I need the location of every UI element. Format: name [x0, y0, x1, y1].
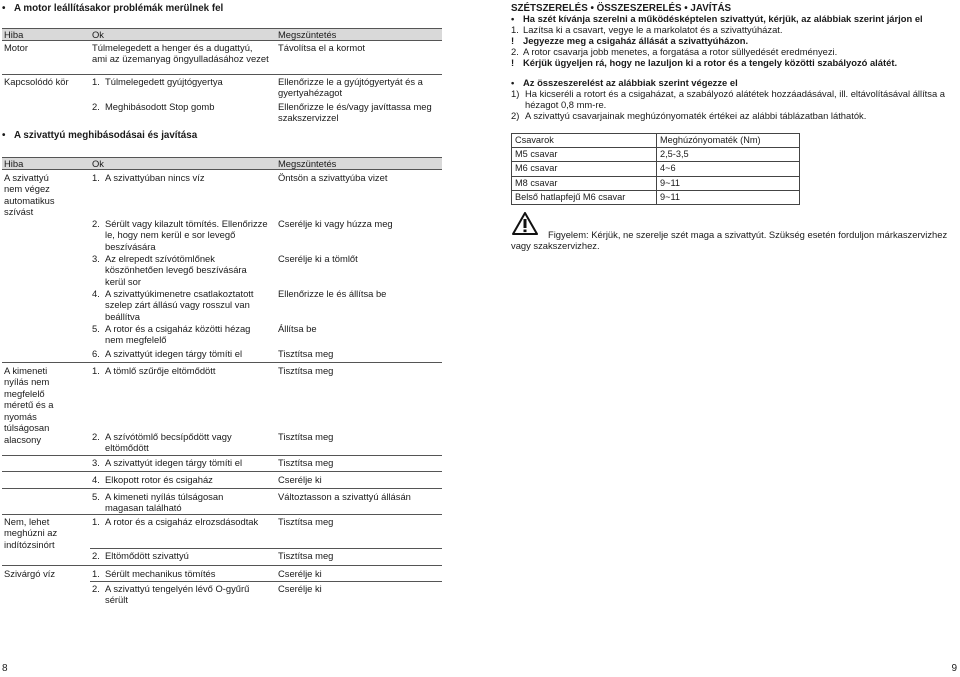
- remedy-cell: Öntsön a szivattyúba vizet: [278, 172, 388, 183]
- page-number-left: 8: [2, 663, 8, 674]
- cause-cell: Sérült vagy kilazult tömítés. Ellenőrizze le, hogy nem kerül e sor levegő beszívására: [105, 218, 268, 252]
- remedy-cell: Cserélje ki: [278, 474, 322, 485]
- table-cell: M5 csavar: [512, 148, 657, 162]
- table-row: [2, 550, 442, 563]
- step-number: 4.: [92, 288, 100, 299]
- step-number: 3.: [92, 457, 100, 468]
- table-row: [2, 218, 442, 252]
- table-cell: 2,5-3,5: [657, 148, 800, 162]
- step-number: 2.: [511, 46, 519, 57]
- disassembly-steps: [511, 24, 951, 68]
- cause-cell: Túlmelegedett gyújtógyertya: [105, 76, 223, 87]
- cause-cell: Túlmelegedett a henger és a dugattyú, ami az üzemanyag öngyulladásához vezet: [92, 42, 269, 65]
- remedy-cell: Ellenőrizze le és állítsa be: [278, 288, 387, 299]
- header-ok: Ok: [92, 29, 104, 40]
- step-number: 2.: [92, 550, 100, 561]
- fault-cell: Nem, lehet meghúzni az indítózsinórt: [4, 516, 58, 550]
- header-hiba: Hiba: [4, 29, 24, 40]
- remedy-cell: Tisztítsa meg: [278, 457, 334, 468]
- cause-cell: A rotor és a csigaház elrozsdásodtak: [105, 516, 259, 527]
- step-number: 2.: [92, 218, 100, 229]
- bullet-icon: •: [511, 77, 515, 88]
- intro-line: [511, 13, 923, 24]
- cause-cell: A szivattyú tengelyén lévő O-gyűrű sérült: [105, 583, 250, 606]
- step-number: 3.: [92, 253, 100, 264]
- fault-cell: Motor: [4, 42, 28, 53]
- bullet-icon: •: [511, 13, 515, 24]
- table-header: [512, 134, 800, 148]
- table-row: [2, 431, 442, 455]
- remedy-cell: Tisztítsa meg: [278, 516, 334, 527]
- cause-cell: Meghibásodott Stop gomb: [105, 101, 215, 112]
- remedy-cell: Távolítsa el a kormot: [278, 42, 366, 53]
- section-motor-heading: [2, 3, 223, 15]
- cause-cell: Sérült mechanikus tömítés: [105, 568, 216, 579]
- table-row: [2, 288, 442, 322]
- table-row: [2, 474, 442, 487]
- exclamation-icon: !: [511, 57, 515, 68]
- remedy-cell: Állítsa be: [278, 323, 317, 334]
- remedy-cell: Tisztítsa meg: [278, 348, 334, 359]
- list-item: [511, 24, 951, 35]
- step-number: 1.: [92, 172, 100, 183]
- step-text: Ha kicseréli a rotort és a csigaházat, a szabályozó alátétek hozzáadásával, ill. eltávolításával állítsa a hézagot 0,8 mm-re.: [525, 88, 946, 111]
- list-item: [511, 110, 951, 121]
- page-number-right: 9: [951, 663, 957, 674]
- step-number: 1.: [92, 365, 100, 376]
- list-item: [511, 35, 951, 46]
- table-row: [2, 516, 442, 529]
- step-number: 2): [511, 110, 520, 121]
- intro-text: Ha szét kívánja szerelni a működésképtelen szivattyút, kérjük, az alábbiak szerint járjon el: [523, 13, 923, 24]
- table-row: [512, 190, 800, 204]
- cause-cell: A rotor és a csigaház közötti hézag nem megfelelő: [105, 323, 251, 346]
- step-number: 5.: [92, 491, 100, 502]
- remedy-cell: Ellenőrizze le a gyújtógyertyát és a gyertyahézagot: [278, 76, 423, 99]
- step-number: 6.: [92, 348, 100, 359]
- torque-table: [511, 133, 800, 205]
- right-page: [480, 0, 960, 677]
- table-row: [2, 323, 442, 347]
- table-cell: 4~6: [657, 162, 800, 176]
- pump-fault-table: [2, 157, 442, 606]
- motor-fault-table: [2, 28, 442, 128]
- table-row: [512, 176, 800, 190]
- assembly-steps: [511, 88, 951, 121]
- exclamation-icon: !: [511, 35, 515, 46]
- cause-cell: A szivattyút idegen tárgy tömíti el: [105, 348, 243, 359]
- list-item: [511, 57, 951, 68]
- cause-cell: A kimeneti nyílás túlságosan magasan található: [105, 491, 224, 514]
- cause-cell: Eltömődött szivattyú: [105, 550, 189, 561]
- table-row: [2, 491, 442, 515]
- list-item: [511, 46, 951, 57]
- remedy-cell: Ellenőrizze le és/vagy javíttassa meg szakszervizzel: [278, 101, 432, 124]
- table-row: [512, 162, 800, 176]
- cause-cell: A szívótömlő becsípődött vagy eltömődött: [105, 431, 232, 454]
- assembly-heading-text: Az összeszerelést az alábbiak szerint végezze el: [523, 77, 738, 88]
- table-row: [2, 568, 442, 581]
- table-header: [2, 158, 442, 169]
- header-megszuntetes: Megszüntetés: [278, 158, 337, 169]
- table-cell: M6 csavar: [512, 162, 657, 176]
- step-text: Jegyezze meg a csigaház állását a szivattyúházon.: [523, 35, 749, 46]
- table-row: [2, 76, 442, 100]
- step-text: Lazítsa ki a csavart, vegye le a markolatot és a szivattyúházat.: [523, 24, 783, 35]
- step-number: 5.: [92, 323, 100, 334]
- step-text: A rotor csavarja jobb menetes, a forgatása a rotor süllyedését eredményezi.: [523, 46, 838, 57]
- bullet-icon: •: [2, 130, 6, 141]
- remedy-cell: Cserélje ki: [278, 568, 322, 579]
- remedy-cell: Tisztítsa meg: [278, 365, 334, 376]
- table-row: [2, 365, 442, 378]
- fault-cell: A kimeneti nyílás nem megfelelő méretű és a nyomás túlságosan alacsony: [4, 365, 54, 445]
- step-number: 2.: [92, 583, 100, 594]
- cause-cell: Elkopott rotor és csigaház: [105, 474, 213, 485]
- step-number: 1.: [92, 516, 100, 527]
- remedy-cell: Tisztítsa meg: [278, 431, 334, 442]
- remedy-cell: Változtasson a szivattyú állásán: [278, 491, 411, 502]
- cause-cell: A szivattyút idegen tárgy tömíti el: [105, 457, 243, 468]
- header-cell: Meghúzónyomaték (Nm): [657, 134, 800, 148]
- cause-cell: A szivattyúban nincs víz: [105, 172, 205, 183]
- table-header: [2, 29, 442, 40]
- section-title: A motor leállításakor problémák merülnek fel: [14, 3, 224, 14]
- table-cell: M8 csavar: [512, 176, 657, 190]
- cause-cell: Az elrepedt szívótömlőnek köszönhetően levegő beszívására kerül sor: [105, 253, 247, 287]
- table-row: [2, 583, 442, 607]
- fault-cell: A szivattyú nem végez automatikus szívást: [4, 172, 55, 218]
- table-row: [2, 172, 442, 186]
- fault-cell: Kapcsolódó kör: [4, 76, 69, 87]
- step-text: A szivattyú csavarjainak meghúzónyomaték értékei az alábbi táblázatban láthatók.: [525, 110, 867, 121]
- step-number: 1.: [92, 568, 100, 579]
- step-number: 2.: [92, 431, 100, 442]
- table-row: [2, 253, 442, 287]
- header-hiba: Hiba: [4, 158, 24, 169]
- table-row: [512, 148, 800, 162]
- table-row: [2, 42, 442, 75]
- table-row: [2, 101, 442, 125]
- table-row: [2, 457, 442, 470]
- header-megszuntetes: Megszüntetés: [278, 29, 337, 40]
- step-number: 1): [511, 88, 520, 99]
- warning-text: Figyelem: Kérjük, ne szerelje szét maga a szivattyút. Szükség esetén forduljon márkaszervizhez vagy szakszervizhez.: [511, 229, 948, 252]
- header-cell: Csavarok: [512, 134, 657, 148]
- step-number: 1.: [511, 24, 519, 35]
- cause-cell: A szivattyúkimenetre csatlakoztatott szelep zárt állású vagy rosszul van beállítva: [105, 288, 254, 322]
- list-item: [511, 88, 951, 110]
- table-row: [2, 348, 442, 361]
- remedy-cell: Cserélje ki vagy húzza meg: [278, 218, 393, 229]
- fault-cell: Szivárgó víz: [4, 568, 56, 579]
- step-number: 4.: [92, 474, 100, 485]
- step-number: 2.: [92, 101, 100, 112]
- step-number: 1.: [92, 76, 100, 87]
- section-title: A szivattyú meghibásodásai és javítása: [14, 130, 198, 141]
- table-cell: 9~11: [657, 190, 800, 204]
- remedy-cell: Cserélje ki a tömlőt: [278, 253, 358, 264]
- bullet-icon: •: [2, 3, 6, 14]
- page-title: SZÉTSZERELÉS • ÖSSZESZERELÉS • JAVÍTÁS: [511, 3, 732, 14]
- cause-cell: A tömlő szűrője eltömődött: [105, 365, 216, 376]
- header-ok: Ok: [92, 158, 104, 169]
- section-pump-heading: [2, 130, 197, 142]
- assembly-heading: [511, 77, 738, 88]
- remedy-cell: Cserélje ki: [278, 583, 322, 594]
- remedy-cell: Tisztítsa meg: [278, 550, 334, 561]
- table-cell: Belső hatlapfejű M6 csavar: [512, 190, 657, 204]
- table-cell: 9~11: [657, 176, 800, 190]
- step-text: Kérjük ügyeljen rá, hogy ne lazuljon ki a rotor és a tengely közötti szabályozó alátét.: [523, 57, 898, 68]
